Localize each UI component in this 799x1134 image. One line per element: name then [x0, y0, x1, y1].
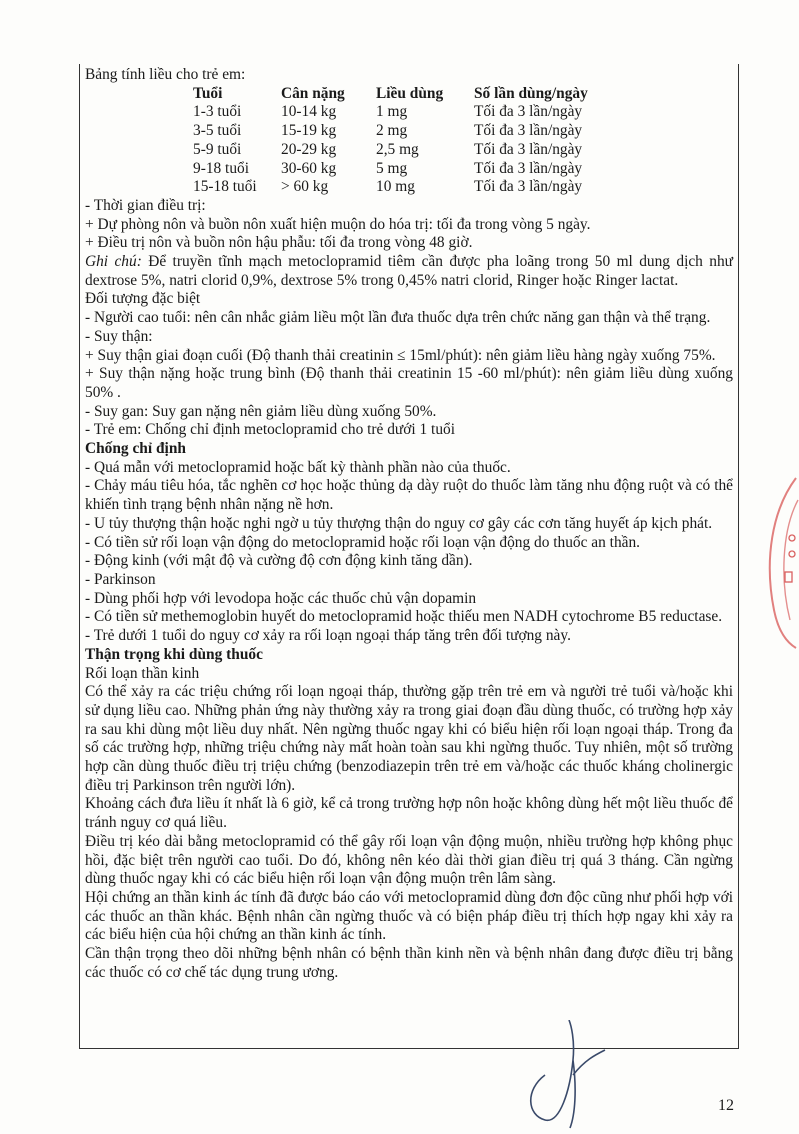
table-row [193, 160, 634, 179]
cell-dose: 2 mg [376, 122, 408, 140]
duration-item: + Dự phòng nôn và buồn nôn xuất hiện muộn do hóa trị: tối đa trong vòng 5 ngày. [85, 215, 591, 233]
red-stamp-fragment [752, 470, 799, 650]
list-item: - Có tiền sử rối loạn vận động do metoclopramid hoặc rối loạn vận động do thuốc an thần. [85, 533, 641, 551]
list-item: - U tủy thượng thận hoặc nghi ngờ u tủy thượng thận do nguy cơ gây các cơn tăng huyết áp kịch phát. [85, 514, 713, 532]
document-body [79, 64, 739, 1049]
special-children: - Trẻ em: Chống chỉ định metoclopramid cho trẻ dưới 1 tuổi [85, 421, 455, 439]
table-row [193, 141, 634, 160]
page-number: 12 [718, 1097, 734, 1114]
table-row [193, 103, 634, 122]
list-item: - Chảy máu tiêu hóa, tắc nghẽn cơ học hoặc thủng dạ dày ruột do thuốc làm tăng nhu động ruột và có thể khiến tình trạng bệnh nhân nặng nề hơn. [85, 477, 733, 514]
special-hepatic: - Suy gan: Suy gan nặng nên giảm liều dùng xuống 50%. [85, 402, 437, 420]
cell-frequency: Tối đa 3 lần/ngày [474, 103, 583, 121]
special-renal-item: + Suy thận nặng hoặc trung bình (Độ thanh thải creatinin 15 -60 ml/phút): nên giảm liều dùng xuống 50% . [85, 365, 733, 401]
cell-dose: 5 mg [376, 159, 408, 177]
cell-weight: 10-14 kg [281, 103, 337, 121]
dose-table-header [193, 85, 634, 104]
cell-weight: 15-19 kg [281, 122, 337, 140]
cell-age: 9-18 tuổi [193, 159, 250, 177]
note-paragraph [85, 253, 733, 290]
header-frequency: Số lần dùng/ngày [474, 84, 588, 102]
note-text: Để truyền tĩnh mạch metoclopramid tiêm cần được pha loãng trong 50 ml dung dịch như dextrose 5%, natri clorid 0,9%, dextrose 5% trong 0,45% natri clorid, Ringer hoặc Ringer lactat. [85, 253, 733, 289]
duration-heading: - Thời gian điều trị: [85, 196, 206, 214]
paragraph: Khoảng cách đưa liều ít nhất là 6 giờ, kể cả trong trường hợp nôn hoặc không dùng hết một liều thuốc để tránh nguy cơ quá liều. [85, 795, 733, 832]
precautions-subtitle: Rối loạn thần kinh [85, 664, 200, 682]
handwritten-signature [515, 1020, 625, 1130]
cell-frequency: Tối đa 3 lần/ngày [474, 140, 583, 158]
header-age: Tuổi [193, 84, 223, 102]
table-row [193, 178, 634, 197]
cell-weight: > 60 kg [281, 178, 329, 196]
paragraph: Điều trị kéo dài bằng metoclopramid có thể gây rối loạn vận động muộn, nhiều trường hợp không phục hồi, đặc biệt trên người cao tuổi. Do đó, không nên kéo dài thời gian điều trị quá 3 tháng. Cần ngừng dùng thuốc ngay khi có các biểu hiện rối loạn vận động muộn trên lâm sàng. [85, 832, 733, 888]
list-item: - Có tiền sử methemoglobin huyết do metoclopramid hoặc thiếu men NADH cytochrome B5 reductase. [85, 608, 723, 626]
special-renal-item: + Suy thận giai đoạn cuối (Độ thanh thải creatinin ≤ 15ml/phút): nên giảm liều hàng ngày xuống 75%. [85, 346, 716, 364]
cell-age: 1-3 tuổi [193, 103, 242, 121]
list-item: - Quá mẫn với metoclopramid hoặc bất kỳ thành phần nào của thuốc. [85, 458, 511, 476]
cell-frequency: Tối đa 3 lần/ngày [474, 122, 583, 140]
contra-title: Chống chỉ định [85, 440, 186, 458]
paragraph: Có thể xảy ra các triệu chứng rối loạn ngoại tháp, thường gặp trên trẻ em và người trẻ tuổi và/hoặc khi sử dụng liều cao. Những phản ứng này thường xảy ra trong giai đoạn đầu dùng thuốc, có trường hợp xảy ra sau khi dùng một liều duy nhất. Nên ngừng thuốc ngay khi có biểu hiện rối loạn ngoại tháp. Trong đa số các trường hợp, những triệu chứng này mất hoàn toàn sau khi ngừng thuốc. Tuy nhiên, một số trường hợp cần dùng thuốc điều trị triệu chứng (benzodiazepin trên trẻ em và/hoặc các thuốc kháng cholinergic điều trị Parkinson trên người lớn). [85, 683, 733, 794]
table-intro: Bảng tính liều cho trẻ em: [85, 66, 246, 83]
table-row [193, 122, 634, 141]
cell-weight: 30-60 kg [281, 159, 337, 177]
cell-dose: 10 mg [376, 178, 415, 196]
special-title: Đối tượng đặc biệt [85, 290, 201, 308]
list-item: - Parkinson [85, 570, 156, 588]
note-label: Ghi chú: [85, 253, 142, 271]
list-item: - Động kinh (với mật độ và cường độ cơn động kinh tăng dần). [85, 552, 473, 570]
cell-age: 15-18 tuổi [193, 178, 257, 196]
dose-table [193, 85, 634, 197]
paragraph: Hội chứng an thần kinh ác tính đã được báo cáo với metoclopramid dùng đơn độc cũng như phối hợp với các thuốc an thần khác. Bệnh nhân cần ngừng thuốc và có biện pháp điều trị thích hợp ngay khi xảy ra các biểu hiện của hội chứng an thần kinh ác tính. [85, 888, 733, 944]
header-dose: Liều dùng [376, 84, 444, 102]
cell-frequency: Tối đa 3 lần/ngày [474, 178, 583, 196]
duration-item: + Điều trị nôn và buồn nôn hậu phẫu: tối đa trong vòng 48 giờ. [85, 234, 473, 252]
cell-dose: 1 mg [376, 103, 408, 121]
special-elderly: - Người cao tuổi: nên cân nhắc giảm liều một lần đưa thuốc dựa trên chức năng gan thận và thể trạng. [85, 309, 711, 327]
cell-weight: 20-29 kg [281, 140, 337, 158]
paragraph: Cần thận trọng theo dõi những bệnh nhân có bệnh thần kinh nền và bệnh nhân đang được điều trị bằng các thuốc có cơ chế tác dụng trung ương. [85, 945, 733, 981]
list-item: - Dùng phối hợp với levodopa hoặc các thuốc chủ vận dopamin [85, 589, 477, 607]
list-item: - Trẻ dưới 1 tuổi do nguy cơ xảy ra rối loạn ngoại tháp tăng trên đối tượng này. [85, 627, 571, 645]
precautions-title: Thận trọng khi dùng thuốc [85, 645, 263, 663]
cell-age: 3-5 tuổi [193, 122, 242, 140]
header-weight: Cân nặng [281, 84, 345, 102]
cell-age: 5-9 tuổi [193, 140, 242, 158]
special-renal: - Suy thận: [85, 327, 153, 345]
cell-dose: 2,5 mg [376, 140, 419, 158]
cell-frequency: Tối đa 3 lần/ngày [474, 159, 583, 177]
